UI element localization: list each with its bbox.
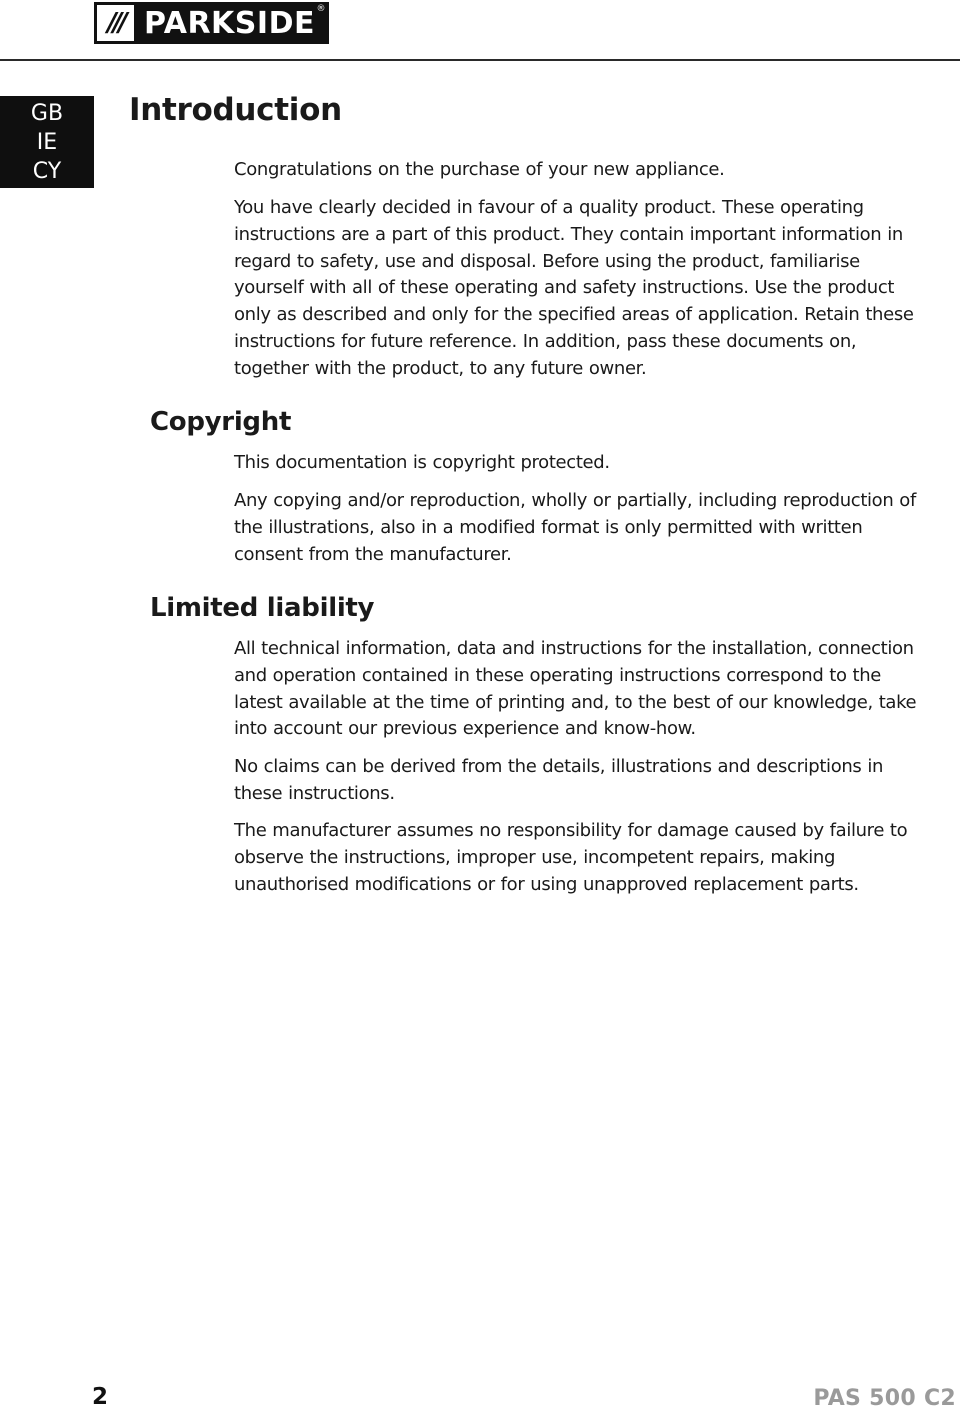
liability-paragraph-2: No claims can be derived from the details, illustrations and descriptions in these instructions. bbox=[234, 756, 884, 804]
language-tab bbox=[0, 96, 94, 188]
model-number: PAS 500 C2 bbox=[813, 1386, 956, 1411]
copyright-paragraph-1: This documentation is copyright protected. bbox=[234, 452, 610, 473]
liability-paragraph-1: All technical information, data and instructions for the installation, connection and operation contained in these operating instructions correspond to the latest available at the time of printing and, to the best of our knowledge, take into account our previous experience and know-how. bbox=[234, 638, 917, 740]
language-code-cy: CY bbox=[32, 158, 62, 184]
header-divider bbox=[0, 59, 960, 61]
logo-wordmark bbox=[134, 2, 329, 44]
registered-mark: ® bbox=[316, 4, 326, 14]
page-number: 2 bbox=[92, 1384, 109, 1410]
logo-brand-text: PARKSIDE bbox=[144, 5, 315, 41]
language-code-gb: GB bbox=[30, 100, 64, 126]
introduction-heading: Introduction bbox=[129, 92, 342, 128]
parkside-logo bbox=[94, 2, 329, 44]
copyright-paragraph-2: Any copying and/or reproduction, wholly or partially, including reproduction of the illustrations, also in a modified format is only permitted with written consent from the manufacturer. bbox=[234, 490, 916, 565]
logo-slashes: /// bbox=[94, 2, 134, 44]
language-code-ie: IE bbox=[36, 129, 58, 155]
liability-paragraph-3: The manufacturer assumes no responsibility for damage caused by failure to observe the instructions, improper use, incompetent repairs, making unauthorised modifications or for using unapproved replacement parts. bbox=[234, 820, 908, 895]
intro-paragraph-1: Congratulations on the purchase of your new appliance. bbox=[234, 159, 725, 180]
intro-paragraph-2: You have clearly decided in favour of a quality product. These operating instructions are a part of this product. They contain important information in regard to safety, use and disposal. Before using the product, familiarise yourself with all of these operating and safety instructions. Use the product only as described and only for the specified areas of application. Retain these instructions for future reference. In addition, pass these documents on, together with the product, to any future owner. bbox=[234, 197, 914, 379]
copyright-heading: Copyright bbox=[150, 407, 292, 437]
limited-liability-heading: Limited liability bbox=[150, 593, 375, 623]
